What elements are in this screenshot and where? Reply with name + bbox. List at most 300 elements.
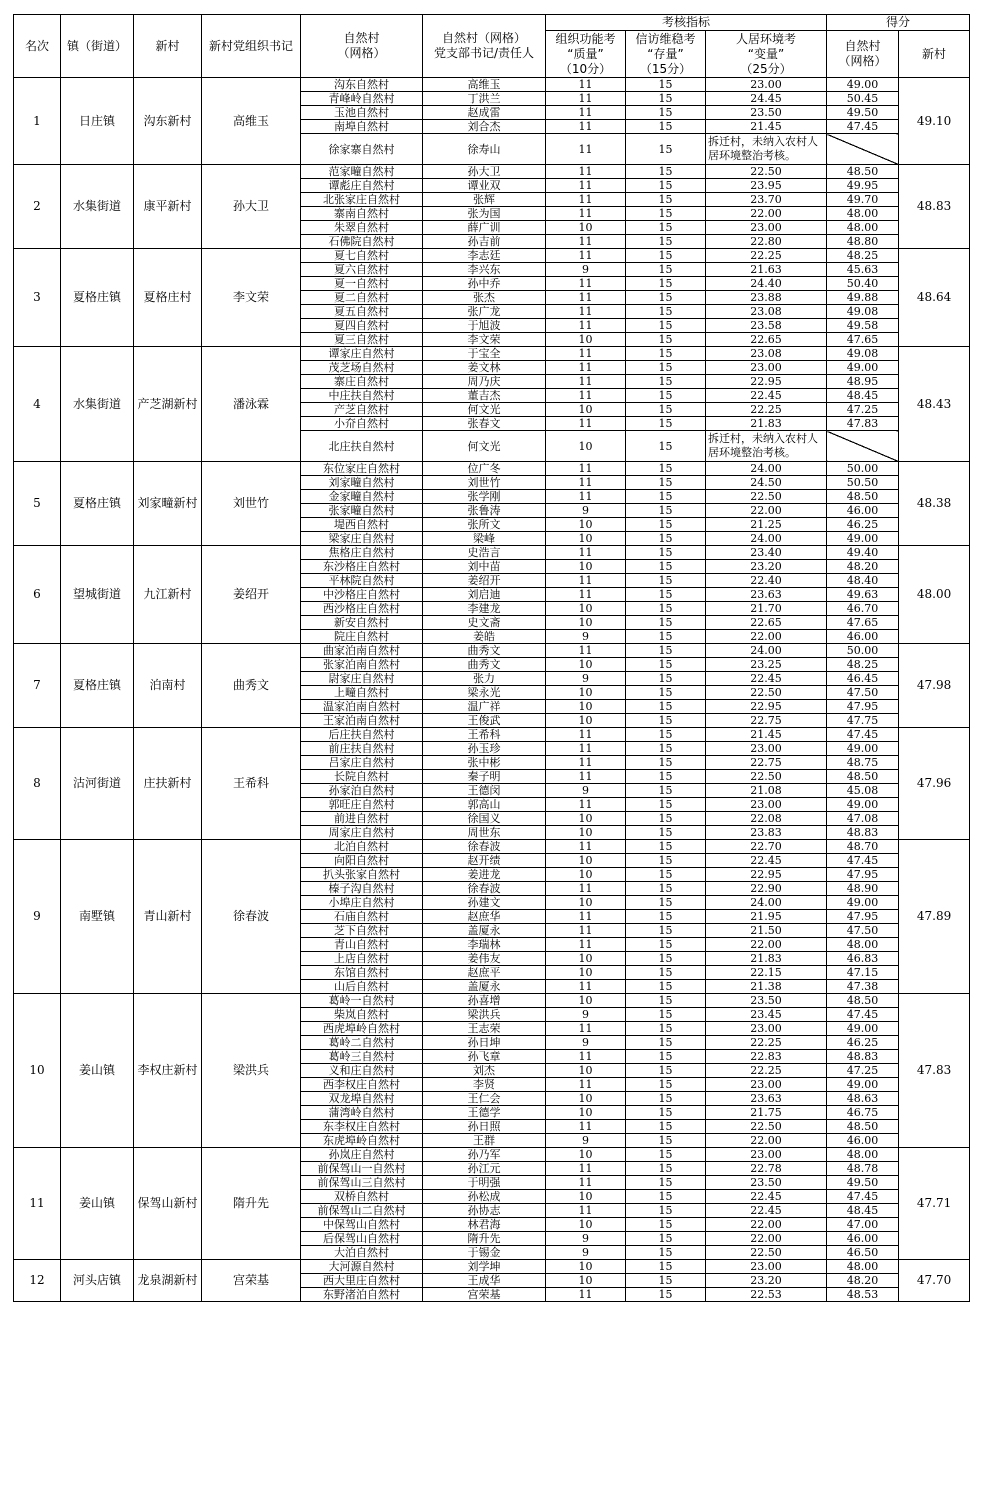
secretary-cell: 隋升先	[202, 1148, 301, 1260]
natural-village-cell: 夏六自然村	[301, 263, 423, 277]
secretary-cell: 高维玉	[202, 78, 301, 165]
natural-village-total: 46.00	[827, 1134, 899, 1148]
rank-cell: 9	[14, 840, 61, 994]
petition-score: 15	[626, 798, 706, 812]
natural-village-total: 46.25	[827, 1036, 899, 1050]
town-cell: 望城街道	[61, 546, 134, 644]
party-branch-cell: 刘世竹	[423, 476, 546, 490]
town-cell: 姜山镇	[61, 1148, 134, 1260]
living-env-score: 24.00	[706, 896, 827, 910]
org-function-score: 9	[546, 672, 626, 686]
petition-score: 15	[626, 417, 706, 431]
living-env-score: 22.78	[706, 1162, 827, 1176]
petition-score: 15	[626, 1092, 706, 1106]
living-env-score: 22.25	[706, 249, 827, 263]
party-branch-cell: 薛广训	[423, 221, 546, 235]
natural-village-total: 49.00	[827, 78, 899, 92]
rank-cell: 6	[14, 546, 61, 644]
natural-village-total: 48.00	[827, 1260, 899, 1274]
petition-score: 15	[626, 1148, 706, 1162]
living-env-score: 21.70	[706, 602, 827, 616]
town-cell: 水集街道	[61, 165, 134, 249]
org-function-score: 11	[546, 546, 626, 560]
header-party-branch-line1: 自然村（网格）	[441, 31, 526, 45]
ranking-table	[13, 14, 970, 1302]
org-function-score: 11	[546, 462, 626, 476]
header-natural-village-line1: 自然村	[343, 31, 380, 45]
natural-village-total: 48.63	[827, 1092, 899, 1106]
living-env-score: 22.80	[706, 235, 827, 249]
org-function-score: 11	[546, 417, 626, 431]
living-env-score: 22.83	[706, 1050, 827, 1064]
table-row	[14, 1260, 970, 1274]
party-branch-cell: 张为国	[423, 207, 546, 221]
org-function-score: 9	[546, 784, 626, 798]
party-branch-cell: 赵庶华	[423, 910, 546, 924]
header-secretary: 新村党组织书记	[202, 15, 301, 78]
natural-village-cell: 范家疃自然村	[301, 165, 423, 179]
header-org-function-line2: “质量”	[567, 46, 604, 61]
natural-village-cell: 尉家庄自然村	[301, 672, 423, 686]
petition-score: 15	[626, 882, 706, 896]
natural-village-cell: 石庙自然村	[301, 910, 423, 924]
party-branch-cell: 张中彬	[423, 756, 546, 770]
header-org-function	[546, 31, 626, 78]
living-env-score: 23.50	[706, 1176, 827, 1190]
petition-score: 15	[626, 1022, 706, 1036]
natural-village-total: 46.83	[827, 952, 899, 966]
natural-village-total: 48.83	[827, 826, 899, 840]
petition-score: 15	[626, 120, 706, 134]
org-function-score: 10	[546, 602, 626, 616]
town-cell: 河头店镇	[61, 1260, 134, 1302]
natural-village-total: 48.20	[827, 560, 899, 574]
org-function-score: 11	[546, 291, 626, 305]
natural-village-cell: 徐家寨自然村	[301, 134, 423, 165]
party-branch-cell: 张所文	[423, 518, 546, 532]
natural-village-total: 47.08	[827, 812, 899, 826]
org-function-score: 11	[546, 1120, 626, 1134]
org-function-score: 10	[546, 616, 626, 630]
party-branch-cell: 周乃庆	[423, 375, 546, 389]
natural-village-total: 49.58	[827, 319, 899, 333]
party-branch-cell: 姜皓	[423, 630, 546, 644]
natural-village-total: 49.00	[827, 742, 899, 756]
petition-score: 15	[626, 490, 706, 504]
petition-score: 15	[626, 1064, 706, 1078]
petition-score: 15	[626, 375, 706, 389]
living-env-score: 22.45	[706, 854, 827, 868]
natural-village-total: 48.00	[827, 221, 899, 235]
new-village-total: 48.43	[899, 347, 970, 462]
natural-village-total: 50.50	[827, 476, 899, 490]
natural-village-cell: 葛岭一自然村	[301, 994, 423, 1008]
org-function-score: 10	[546, 686, 626, 700]
petition-score: 15	[626, 910, 706, 924]
org-function-score: 11	[546, 840, 626, 854]
town-cell: 水集街道	[61, 347, 134, 462]
party-branch-cell: 于宝全	[423, 347, 546, 361]
new-village-cell: 沟东新村	[134, 78, 202, 165]
petition-score: 15	[626, 938, 706, 952]
natural-village-cell: 义和庄自然村	[301, 1064, 423, 1078]
table-row	[14, 165, 970, 179]
rank-cell: 3	[14, 249, 61, 347]
secretary-cell: 王希科	[202, 728, 301, 840]
party-branch-cell: 赵庶平	[423, 966, 546, 980]
petition-score: 15	[626, 784, 706, 798]
natural-village-cell: 夏一自然村	[301, 277, 423, 291]
petition-score: 15	[626, 1232, 706, 1246]
natural-village-cell: 中沙格庄自然村	[301, 588, 423, 602]
org-function-score: 11	[546, 389, 626, 403]
natural-village-cell: 双桥自然村	[301, 1190, 423, 1204]
secretary-cell: 李文荣	[202, 249, 301, 347]
org-function-score: 10	[546, 532, 626, 546]
natural-village-cell: 前庄扶自然村	[301, 742, 423, 756]
living-env-score: 21.45	[706, 120, 827, 134]
party-branch-cell: 刘启迪	[423, 588, 546, 602]
living-env-score: 22.00	[706, 1218, 827, 1232]
petition-score: 15	[626, 994, 706, 1008]
natural-village-cell: 张家泊南自然村	[301, 658, 423, 672]
new-village-total: 47.89	[899, 840, 970, 994]
living-env-score: 24.40	[706, 277, 827, 291]
town-cell: 日庄镇	[61, 78, 134, 165]
header-town: 镇（街道）	[61, 15, 134, 78]
natural-village-total: 45.08	[827, 784, 899, 798]
org-function-score: 11	[546, 134, 626, 165]
header-org-function-line3: （10分）	[559, 61, 612, 76]
living-env-score: 22.75	[706, 756, 827, 770]
living-env-score: 24.45	[706, 92, 827, 106]
new-village-total: 48.83	[899, 165, 970, 249]
table-row	[14, 644, 970, 658]
header-rank: 名次	[14, 15, 61, 78]
natural-village-total: 49.50	[827, 106, 899, 120]
org-function-score: 11	[546, 375, 626, 389]
org-function-score: 11	[546, 78, 626, 92]
living-env-score: 23.00	[706, 221, 827, 235]
petition-score: 15	[626, 1078, 706, 1092]
party-branch-cell: 李志廷	[423, 249, 546, 263]
party-branch-cell: 孙协志	[423, 1204, 546, 1218]
party-branch-cell: 刘杰	[423, 1064, 546, 1078]
party-branch-cell: 王俊武	[423, 714, 546, 728]
party-branch-cell: 张学刚	[423, 490, 546, 504]
natural-village-total: 49.00	[827, 798, 899, 812]
table-row	[14, 78, 970, 92]
town-cell: 南墅镇	[61, 840, 134, 994]
living-env-score: 22.00	[706, 1134, 827, 1148]
party-branch-cell: 梁永光	[423, 686, 546, 700]
living-env-score: 21.83	[706, 417, 827, 431]
petition-score: 15	[626, 686, 706, 700]
party-branch-cell: 宫荣基	[423, 1288, 546, 1302]
natural-village-cell: 榛子沟自然村	[301, 882, 423, 896]
living-env-score: 22.50	[706, 770, 827, 784]
petition-score: 15	[626, 672, 706, 686]
natural-village-total: 47.65	[827, 333, 899, 347]
rank-cell: 10	[14, 994, 61, 1148]
natural-village-total: 48.83	[827, 1050, 899, 1064]
party-branch-cell: 孙松成	[423, 1190, 546, 1204]
org-function-score: 9	[546, 1036, 626, 1050]
party-branch-cell: 谭业双	[423, 179, 546, 193]
party-branch-cell: 孙玉珍	[423, 742, 546, 756]
natural-village-cell: 寨庄自然村	[301, 375, 423, 389]
org-function-score: 11	[546, 106, 626, 120]
natural-village-total: 47.45	[827, 120, 899, 134]
petition-score: 15	[626, 980, 706, 994]
party-branch-cell: 徐国义	[423, 812, 546, 826]
org-function-score: 10	[546, 896, 626, 910]
header-score: 得分	[827, 15, 970, 31]
party-branch-cell: 于明强	[423, 1176, 546, 1190]
party-branch-cell: 孙吉前	[423, 235, 546, 249]
natural-village-cell: 前保驾山一自然村	[301, 1162, 423, 1176]
natural-village-cell: 小埠庄自然村	[301, 896, 423, 910]
natural-village-total: 47.95	[827, 910, 899, 924]
natural-village-cell: 青峰岭自然村	[301, 92, 423, 106]
header-org-function-line1: 组织功能考	[555, 31, 616, 46]
org-function-score: 11	[546, 882, 626, 896]
living-env-score: 23.25	[706, 658, 827, 672]
natural-village-total: 47.25	[827, 1064, 899, 1078]
natural-village-cell: 周家庄自然村	[301, 826, 423, 840]
natural-village-cell: 长院自然村	[301, 770, 423, 784]
party-branch-cell: 孙大卫	[423, 165, 546, 179]
petition-score: 15	[626, 462, 706, 476]
natural-village-cell: 西沙格庄自然村	[301, 602, 423, 616]
party-branch-cell: 王仁会	[423, 1092, 546, 1106]
natural-village-total: 48.50	[827, 770, 899, 784]
natural-village-total: 48.80	[827, 235, 899, 249]
natural-village-cell: 寨南自然村	[301, 207, 423, 221]
header-living-env	[706, 31, 827, 78]
new-village-cell: 庄扶新村	[134, 728, 202, 840]
party-branch-cell: 张杰	[423, 291, 546, 305]
natural-village-cell: 南埠自然村	[301, 120, 423, 134]
org-function-score: 10	[546, 221, 626, 235]
org-function-score: 11	[546, 938, 626, 952]
party-branch-cell: 赵成雷	[423, 106, 546, 120]
party-branch-cell: 林君海	[423, 1218, 546, 1232]
living-env-score: 22.50	[706, 165, 827, 179]
petition-score: 15	[626, 106, 706, 120]
party-branch-cell: 孙乃军	[423, 1148, 546, 1162]
party-branch-cell: 郭高山	[423, 798, 546, 812]
new-village-total: 47.71	[899, 1148, 970, 1260]
natural-village-total: 50.40	[827, 277, 899, 291]
petition-score: 15	[626, 644, 706, 658]
living-env-score: 23.63	[706, 1092, 827, 1106]
living-env-score: 23.00	[706, 1078, 827, 1092]
town-cell: 夏格庄镇	[61, 462, 134, 546]
table-row	[14, 994, 970, 1008]
natural-village-cell: 葛岭二自然村	[301, 1036, 423, 1050]
natural-village-cell: 后保驾山自然村	[301, 1232, 423, 1246]
petition-score: 15	[626, 347, 706, 361]
petition-score: 15	[626, 658, 706, 672]
new-village-cell: 泊南村	[134, 644, 202, 728]
natural-village-cell: 夏七自然村	[301, 249, 423, 263]
org-function-score: 10	[546, 854, 626, 868]
living-env-score: 23.45	[706, 1008, 827, 1022]
natural-village-cell: 朱翠自然村	[301, 221, 423, 235]
petition-score: 15	[626, 134, 706, 165]
living-env-score: 21.08	[706, 784, 827, 798]
natural-village-cell: 上疃自然村	[301, 686, 423, 700]
town-cell: 夏格庄镇	[61, 249, 134, 347]
party-branch-cell: 姜伟友	[423, 952, 546, 966]
natural-village-total: 47.00	[827, 1218, 899, 1232]
natural-village-total: 49.63	[827, 588, 899, 602]
org-function-score: 9	[546, 1134, 626, 1148]
party-branch-cell: 史文斋	[423, 616, 546, 630]
org-function-score: 11	[546, 165, 626, 179]
org-function-score: 10	[546, 1064, 626, 1078]
petition-score: 15	[626, 1120, 706, 1134]
living-env-score: 23.95	[706, 179, 827, 193]
petition-score: 15	[626, 504, 706, 518]
natural-village-total: 48.50	[827, 165, 899, 179]
new-village-total: 47.96	[899, 728, 970, 840]
org-function-score: 10	[546, 1092, 626, 1106]
natural-village-cell: 平林院自然村	[301, 574, 423, 588]
org-function-score: 10	[546, 518, 626, 532]
natural-village-total: 48.78	[827, 1162, 899, 1176]
petition-score: 15	[626, 714, 706, 728]
living-env-score: 21.38	[706, 980, 827, 994]
living-env-score: 24.50	[706, 476, 827, 490]
org-function-score: 11	[546, 277, 626, 291]
org-function-score: 10	[546, 431, 626, 462]
petition-score: 15	[626, 221, 706, 235]
natural-village-cell: 东李权庄自然村	[301, 1120, 423, 1134]
living-env-score: 24.00	[706, 532, 827, 546]
natural-village-total: 49.00	[827, 532, 899, 546]
natural-village-total: 47.45	[827, 1190, 899, 1204]
natural-village-cell: 刘家疃自然村	[301, 476, 423, 490]
natural-village-cell: 院庄自然村	[301, 630, 423, 644]
org-function-score: 11	[546, 924, 626, 938]
natural-village-total: 47.45	[827, 728, 899, 742]
party-branch-cell: 王德闵	[423, 784, 546, 798]
org-function-score: 11	[546, 179, 626, 193]
org-function-score: 11	[546, 305, 626, 319]
table-row	[14, 546, 970, 560]
org-function-score: 11	[546, 319, 626, 333]
party-branch-cell: 曲秀文	[423, 658, 546, 672]
living-env-score: 23.00	[706, 742, 827, 756]
header-petition-line1: 信访维稳考	[635, 31, 696, 46]
petition-score: 15	[626, 560, 706, 574]
party-branch-cell: 于锡金	[423, 1246, 546, 1260]
petition-score: 15	[626, 896, 706, 910]
living-env-score: 21.25	[706, 518, 827, 532]
petition-score: 15	[626, 1050, 706, 1064]
party-branch-cell: 高维玉	[423, 78, 546, 92]
org-function-score: 9	[546, 263, 626, 277]
petition-score: 15	[626, 532, 706, 546]
new-village-cell: 产芝湖新村	[134, 347, 202, 462]
petition-score: 15	[626, 602, 706, 616]
org-function-score: 11	[546, 120, 626, 134]
header-natural-village-line2: （网格）	[337, 46, 386, 60]
natural-village-total: 47.95	[827, 700, 899, 714]
org-function-score: 11	[546, 980, 626, 994]
org-function-score: 10	[546, 1148, 626, 1162]
natural-village-cell: 东虎埠岭自然村	[301, 1134, 423, 1148]
petition-score: 15	[626, 1218, 706, 1232]
natural-village-cell: 郭旺庄自然村	[301, 798, 423, 812]
natural-village-total: 48.00	[827, 938, 899, 952]
natural-village-total-empty	[827, 431, 899, 462]
natural-village-cell: 北庄扶自然村	[301, 431, 423, 462]
living-env-score: 22.08	[706, 812, 827, 826]
new-village-total: 48.64	[899, 249, 970, 347]
natural-village-total: 48.95	[827, 375, 899, 389]
org-function-score: 11	[546, 1050, 626, 1064]
natural-village-cell: 夏四自然村	[301, 319, 423, 333]
org-function-score: 10	[546, 994, 626, 1008]
party-branch-cell: 李贤	[423, 1078, 546, 1092]
natural-village-cell: 王家泊南自然村	[301, 714, 423, 728]
party-branch-cell: 何文光	[423, 431, 546, 462]
org-function-score: 10	[546, 1106, 626, 1120]
natural-village-total: 48.25	[827, 249, 899, 263]
living-env-score: 22.95	[706, 375, 827, 389]
new-village-total: 47.70	[899, 1260, 970, 1302]
living-env-score: 21.63	[706, 263, 827, 277]
table-row	[14, 249, 970, 263]
petition-score: 15	[626, 728, 706, 742]
party-branch-cell: 隋升先	[423, 1232, 546, 1246]
living-env-score: 22.00	[706, 630, 827, 644]
secretary-cell: 潘泳霖	[202, 347, 301, 462]
petition-score: 15	[626, 966, 706, 980]
party-branch-cell: 张鲁涛	[423, 504, 546, 518]
petition-score: 15	[626, 1274, 706, 1288]
natural-village-cell: 沟东自然村	[301, 78, 423, 92]
natural-village-total: 46.00	[827, 504, 899, 518]
party-branch-cell: 徐春波	[423, 840, 546, 854]
living-env-score: 23.20	[706, 560, 827, 574]
natural-village-cell: 蒲湾岭自然村	[301, 1106, 423, 1120]
living-env-score: 23.88	[706, 291, 827, 305]
natural-village-cell: 温家泊南自然村	[301, 700, 423, 714]
org-function-score: 11	[546, 1162, 626, 1176]
rank-cell: 12	[14, 1260, 61, 1302]
petition-score: 15	[626, 193, 706, 207]
party-branch-cell: 王志荣	[423, 1022, 546, 1036]
new-village-total: 48.00	[899, 546, 970, 644]
natural-village-total: 49.00	[827, 361, 899, 375]
natural-village-cell: 堤西自然村	[301, 518, 423, 532]
natural-village-cell: 青山自然村	[301, 938, 423, 952]
natural-village-total: 48.50	[827, 490, 899, 504]
petition-score: 15	[626, 207, 706, 221]
living-env-score: 23.63	[706, 588, 827, 602]
party-branch-cell: 何文光	[423, 403, 546, 417]
header-living-env-line2: “变量”	[747, 46, 785, 61]
org-function-score: 11	[546, 728, 626, 742]
natural-village-total: 46.70	[827, 602, 899, 616]
living-env-score: 21.83	[706, 952, 827, 966]
town-cell: 姜山镇	[61, 994, 134, 1148]
natural-village-total: 48.45	[827, 1204, 899, 1218]
